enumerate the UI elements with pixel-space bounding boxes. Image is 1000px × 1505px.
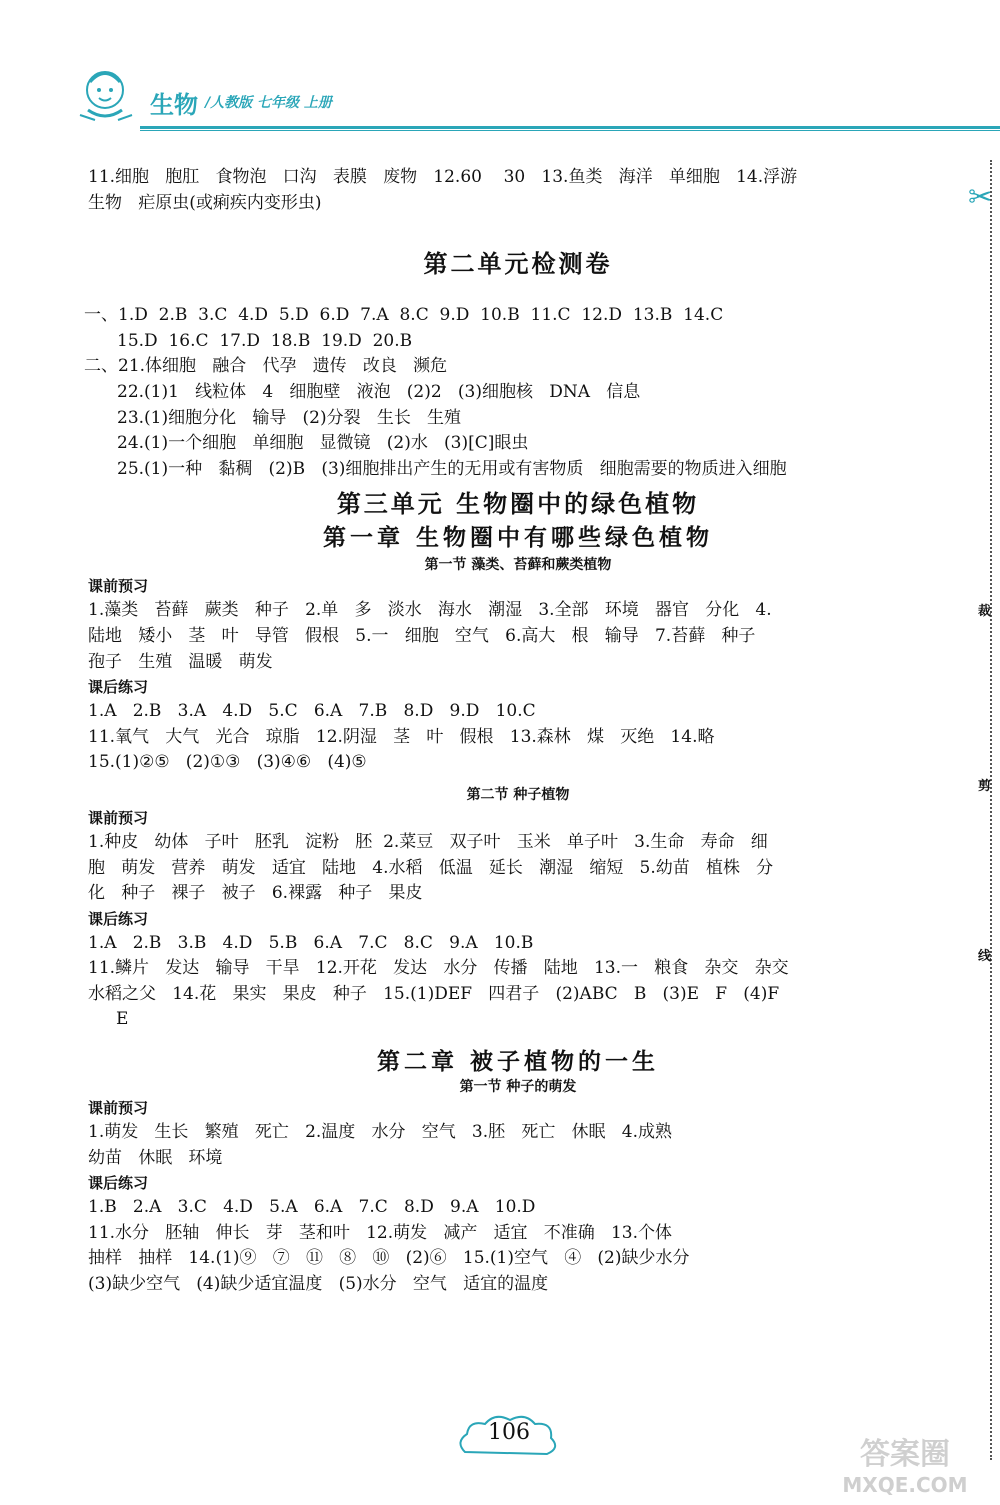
subheading-preview: 课前预习 bbox=[88, 808, 149, 827]
cut-line bbox=[990, 160, 992, 1460]
header-title: 生物 bbox=[150, 90, 198, 119]
cut-label: 剪 bbox=[978, 779, 992, 794]
text-line: 1.种皮 幼体 子叶 胚乳 淀粉 胚 2.菜豆 双子叶 玉米 单子叶 3.生命 寿命 细 bbox=[88, 831, 768, 852]
text-line: 生物 疟原虫(或痢疾内变形虫) bbox=[88, 192, 322, 213]
text-line: 11.水分 胚轴 伸长 芽 茎和叶 12.萌发 减产 适宜 不准确 13.个体 bbox=[88, 1222, 673, 1243]
text-line: 1.A 2.B 3.B 4.D 5.B 6.A 7.C 8.C 9.A 10.B bbox=[88, 932, 534, 953]
text-line: 11.氧气 大气 光合 琼脂 12.阴湿 茎 叶 假根 13.森林 煤 灭绝 14.略 bbox=[88, 726, 715, 747]
subheading-preview: 课前预习 bbox=[88, 577, 149, 596]
header-subtitle: /人教版 七年级 上册 bbox=[205, 95, 332, 111]
page-header bbox=[70, 55, 950, 135]
text-line: 11.鳞片 发达 输导 干旱 12.开花 发达 水分 传播 陆地 13.一 粮食 杂交 杂交 bbox=[88, 958, 789, 979]
test-title: 第二单元检测卷 bbox=[423, 249, 613, 279]
watermark-text: 答案圈 bbox=[860, 1437, 950, 1472]
subheading-practice: 课后练习 bbox=[88, 909, 149, 928]
text-line: 23.(1)细胞分化 输导 (2)分裂 生长 生殖 bbox=[117, 407, 462, 428]
scissors-icon: ✂ bbox=[968, 180, 994, 215]
text-line: 胞 萌发 营养 萌发 适宜 陆地 4.水稻 低温 延长 潮湿 缩短 5.幼苗 植株 分 bbox=[88, 857, 774, 878]
section-heading: 第一节 种子的萌发 bbox=[459, 1079, 577, 1096]
text-line: 22.(1)1 线粒体 4 细胞壁 液泡 (2)2 (3)细胞核 DNA 信息 bbox=[117, 381, 641, 402]
watermark-logo bbox=[820, 1437, 990, 1500]
text-line: 15.D 16.C 17.D 18.B 19.D 20.B bbox=[117, 330, 413, 351]
text-line: 化 种子 裸子 被子 6.裸露 种子 果皮 bbox=[88, 883, 423, 904]
text-line: 水稻之父 14.花 果实 果皮 种子 15.(1)DEF 四君子 (2)ABC B (3)E F (4)F bbox=[88, 983, 780, 1004]
header-rule-thin bbox=[140, 130, 1000, 131]
subheading-preview: 课前预习 bbox=[88, 1099, 149, 1118]
text-line: 11.细胞 胞肛 食物泡 口沟 表膜 废物 12.60 30 13.鱼类 海洋 单细胞 14.浮游 bbox=[88, 167, 798, 187]
text-line: 陆地 矮小 茎 叶 导管 假根 5.一 细胞 空气 6.高大 根 输导 7.苔藓 种子 bbox=[88, 625, 756, 646]
text-line: 二、21.体细胞 融合 代孕 遗传 改良 濒危 bbox=[84, 356, 448, 377]
cut-label: 线 bbox=[978, 949, 992, 964]
section-heading: 第二节 种子植物 bbox=[466, 786, 570, 803]
page-number: 106 bbox=[488, 1420, 530, 1445]
chapter-heading: 第一章 生物圈中有哪些绿色植物 bbox=[322, 524, 713, 552]
text-line: 抽样 抽样 14.(1)⑨ ⑦ ⑪ ⑧ ⑩ (2)⑥ 15.(1)空气 ④ (2)缺少水分 bbox=[88, 1248, 690, 1269]
text-line: 孢子 生殖 温暖 萌发 bbox=[88, 651, 273, 672]
answer-content bbox=[84, 165, 948, 1298]
cut-label: 裁 bbox=[978, 604, 992, 619]
text-line: 1.萌发 生长 繁殖 死亡 2.温度 水分 空气 3.胚 死亡 休眠 4.成熟 bbox=[88, 1122, 672, 1143]
text-line: 1.A 2.B 3.A 4.D 5.C 6.A 7.B 8.D 9.D 10.C bbox=[88, 701, 536, 722]
text-line: 24.(1)一个细胞 单细胞 显微镜 (2)水 (3)[C]眼虫 bbox=[117, 433, 529, 454]
section-heading: 第一节 藻类、苔藓和蕨类植物 bbox=[424, 557, 612, 574]
header-rule bbox=[140, 126, 1000, 129]
text-line: 一、1.D 2.B 3.C 4.D 5.D 6.D 7.A 8.C 9.D 10.B 11.C 12.D 13.B 14.C bbox=[84, 305, 724, 326]
text-line: 1.藻类 苔藓 蕨类 种子 2.单 多 淡水 海水 潮湿 3.全部 环境 器官 分化 4. bbox=[88, 600, 772, 621]
unit-heading: 第三单元 生物圈中的绿色植物 bbox=[336, 489, 700, 519]
subheading-practice: 课后练习 bbox=[88, 1174, 149, 1193]
student-mascot-icon bbox=[70, 60, 140, 130]
subheading-practice: 课后练习 bbox=[88, 678, 149, 697]
text-line: 幼苗 休眠 环境 bbox=[88, 1147, 223, 1168]
watermark-url: MXQE.COM bbox=[842, 1473, 968, 1497]
text-line: E bbox=[116, 1009, 129, 1030]
text-line: 25.(1)一种 黏稠 (2)B (3)细胞排出产生的无用或有害物质 细胞需要的物质进入细胞 bbox=[117, 458, 787, 479]
chapter-heading: 第二章 被子植物的一生 bbox=[376, 1048, 659, 1076]
text-line: 1.B 2.A 3.C 4.D 5.A 6.A 7.C 8.D 9.A 10.D bbox=[88, 1197, 536, 1218]
text-line: (3)缺少空气 (4)缺少适宜温度 (5)水分 空气 适宜的温度 bbox=[88, 1274, 549, 1295]
text-line: 15.(1)②⑤ (2)①③ (3)④⑥ (4)⑤ bbox=[88, 752, 367, 773]
